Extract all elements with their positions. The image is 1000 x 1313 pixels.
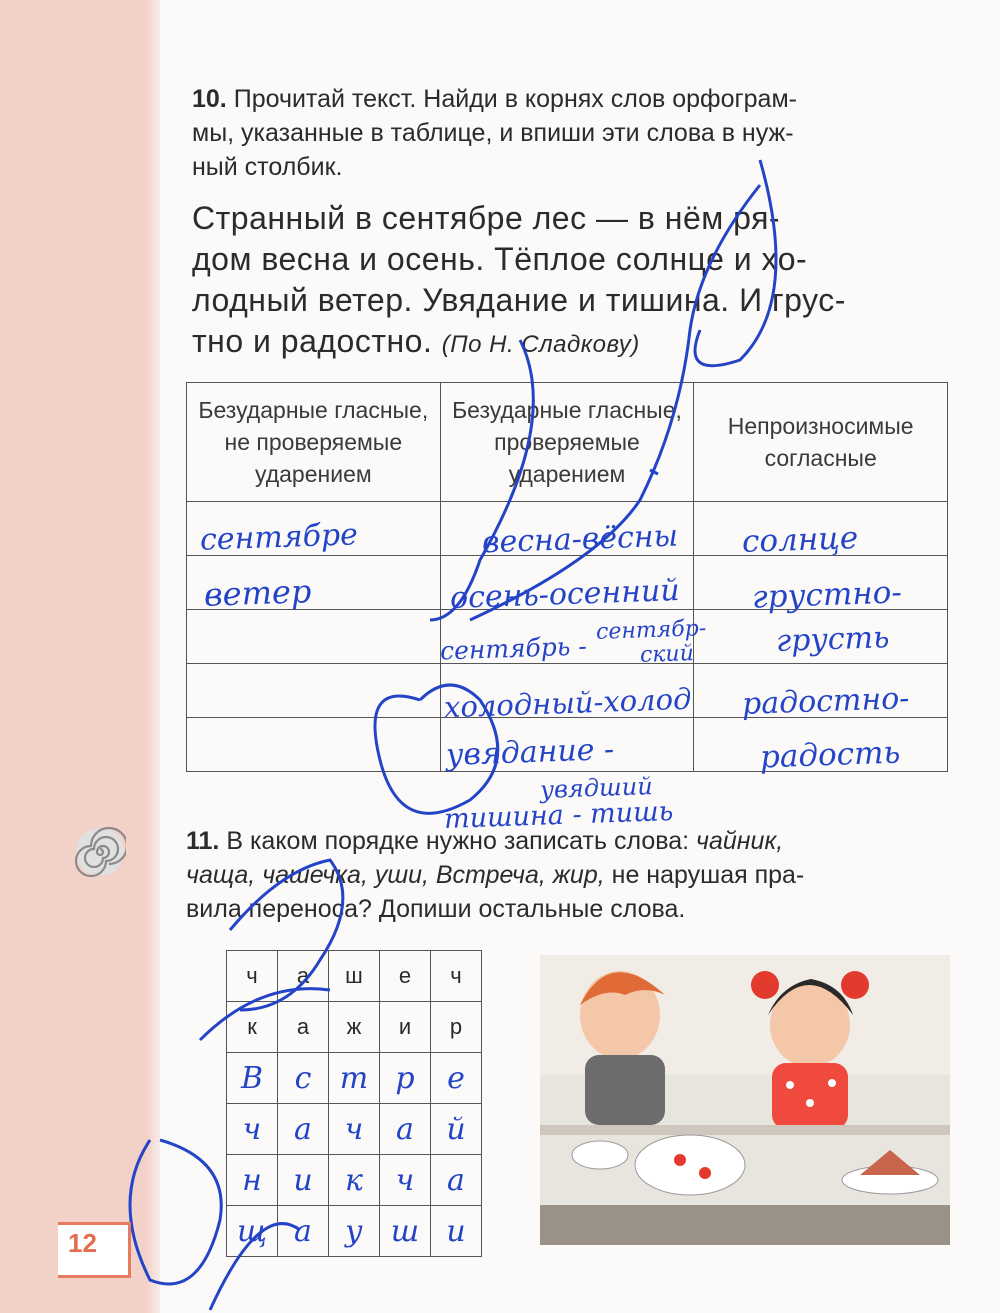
task-11-line-3: вила переноса? Допиши остальные слова.	[186, 895, 686, 923]
grid-cell[interactable]: ж	[329, 1002, 380, 1053]
task-11-line-1	[186, 824, 956, 858]
grid-row	[227, 1002, 482, 1053]
page-number: 12	[68, 1228, 97, 1258]
header-silent-consonants: Непроизносимые согласные	[694, 383, 948, 502]
task-11-text: не нарушая пра-	[611, 861, 805, 889]
task-11-line-2	[186, 858, 956, 892]
header-unstressed-unchecked: Безударные гласные, не проверяемые ударением	[187, 383, 441, 502]
reading-text-line-1: Странный в сентябре лес — в нём ря-	[192, 200, 781, 236]
handwritten-word: радостно-	[741, 681, 910, 722]
grid-cell[interactable]: т	[329, 1053, 380, 1104]
handwritten-word: грусть	[775, 620, 890, 659]
task-11-instruction	[186, 824, 956, 926]
task-11-word-italic: чайник,	[696, 827, 784, 855]
grid-cell[interactable]: а	[278, 1104, 329, 1155]
grid-row	[227, 1053, 482, 1104]
spiral-icon	[74, 826, 126, 878]
task-10-line-3: ный столбик.	[192, 153, 343, 181]
author-credit: (По Н. Сладкову)	[441, 331, 640, 358]
grid-cell[interactable]: н	[227, 1155, 278, 1206]
header-unstressed-checked: Безударные гласные, проверяемые ударением	[440, 383, 694, 502]
word-split-grid	[226, 950, 482, 1257]
left-margin-strip	[0, 0, 158, 1313]
handwritten-word: ский	[639, 641, 695, 668]
grid-cell[interactable]: е	[431, 1053, 482, 1104]
margin-fold	[146, 0, 160, 1313]
handwritten-word: грустно-	[751, 574, 903, 616]
task-10-number: 10.	[192, 85, 227, 113]
grid-cell[interactable]: и	[380, 1002, 431, 1053]
grid-cell[interactable]: у	[329, 1206, 380, 1257]
handwritten-word: весна-вёсны	[481, 518, 679, 561]
handwritten-word: увядание -	[445, 732, 615, 773]
grid-cell[interactable]: ш	[380, 1206, 431, 1257]
task-10-line-1	[192, 82, 952, 116]
grid-cell[interactable]: В	[227, 1053, 278, 1104]
grid-cell[interactable]: ч	[431, 951, 482, 1002]
handwritten-word: сентябре	[199, 517, 359, 558]
handwritten-word: осень-осенний	[449, 573, 681, 616]
grid-cell[interactable]: ч	[227, 1104, 278, 1155]
grid-cell[interactable]: е	[380, 951, 431, 1002]
table-header-row	[187, 383, 948, 502]
children-tea-illustration	[540, 945, 950, 1245]
handwritten-word: сентябрь -	[439, 631, 588, 666]
grid-cell[interactable]: к	[227, 1002, 278, 1053]
grid-cell[interactable]: й	[431, 1104, 482, 1155]
grid-cell[interactable]: ч	[329, 1104, 380, 1155]
instruction-line-1-text: Прочитай текст. Найди в корнях слов орфограм-	[233, 85, 797, 113]
task-10-line-2: мы, указанные в таблице, и впиши эти слова в нуж-	[192, 119, 794, 147]
grid-cell[interactable]: а	[278, 1002, 329, 1053]
task-11-text: В каком порядке нужно записать слова:	[226, 827, 690, 855]
grid-row	[227, 1104, 482, 1155]
task-11-words-italic: чаща, чашечка, уши, Встреча, жир,	[186, 861, 605, 889]
table-cell[interactable]	[187, 610, 441, 664]
table-cell[interactable]	[187, 718, 441, 772]
reading-text-end: тно и радостно.	[192, 323, 433, 359]
grid-cell[interactable]: а	[431, 1155, 482, 1206]
grid-row	[227, 1206, 482, 1257]
task-11-number: 11.	[186, 827, 220, 855]
grid-cell[interactable]: и	[278, 1155, 329, 1206]
task-10-instruction	[192, 82, 952, 184]
reading-text-line-4	[192, 321, 952, 365]
handwritten-word: ветер	[203, 572, 312, 614]
reading-text-line-3: лодный ветер. Увядание и тишина. И грус-	[192, 282, 846, 318]
grid-cell[interactable]: а	[380, 1104, 431, 1155]
grid-cell[interactable]: с	[278, 1053, 329, 1104]
handwritten-word: холодный-холод	[443, 681, 692, 725]
handwritten-word: тишина - тишь	[443, 796, 674, 835]
grid-row	[227, 1155, 482, 1206]
grid-cell[interactable]: ч	[380, 1155, 431, 1206]
grid-cell[interactable]: щ	[227, 1206, 278, 1257]
handwritten-word: солнце	[741, 519, 859, 561]
grid-cell[interactable]: а	[278, 1206, 329, 1257]
grid-cell[interactable]: ш	[329, 951, 380, 1002]
table-cell[interactable]	[187, 664, 441, 718]
handwritten-word: сентябр-	[595, 616, 707, 645]
grid-cell[interactable]: р	[431, 1002, 482, 1053]
grid-cell[interactable]: а	[278, 951, 329, 1002]
grid-row	[227, 951, 482, 1002]
reading-text	[192, 198, 952, 365]
grid-cell[interactable]: р	[380, 1053, 431, 1104]
grid-cell[interactable]: и	[431, 1206, 482, 1257]
grid-cell[interactable]: ч	[227, 951, 278, 1002]
grid-cell[interactable]: к	[329, 1155, 380, 1206]
handwritten-word: радость	[759, 734, 901, 776]
handwritten-word: увядший	[539, 772, 654, 804]
reading-text-line-2: дом весна и осень. Тёплое солнце и хо-	[192, 241, 808, 277]
